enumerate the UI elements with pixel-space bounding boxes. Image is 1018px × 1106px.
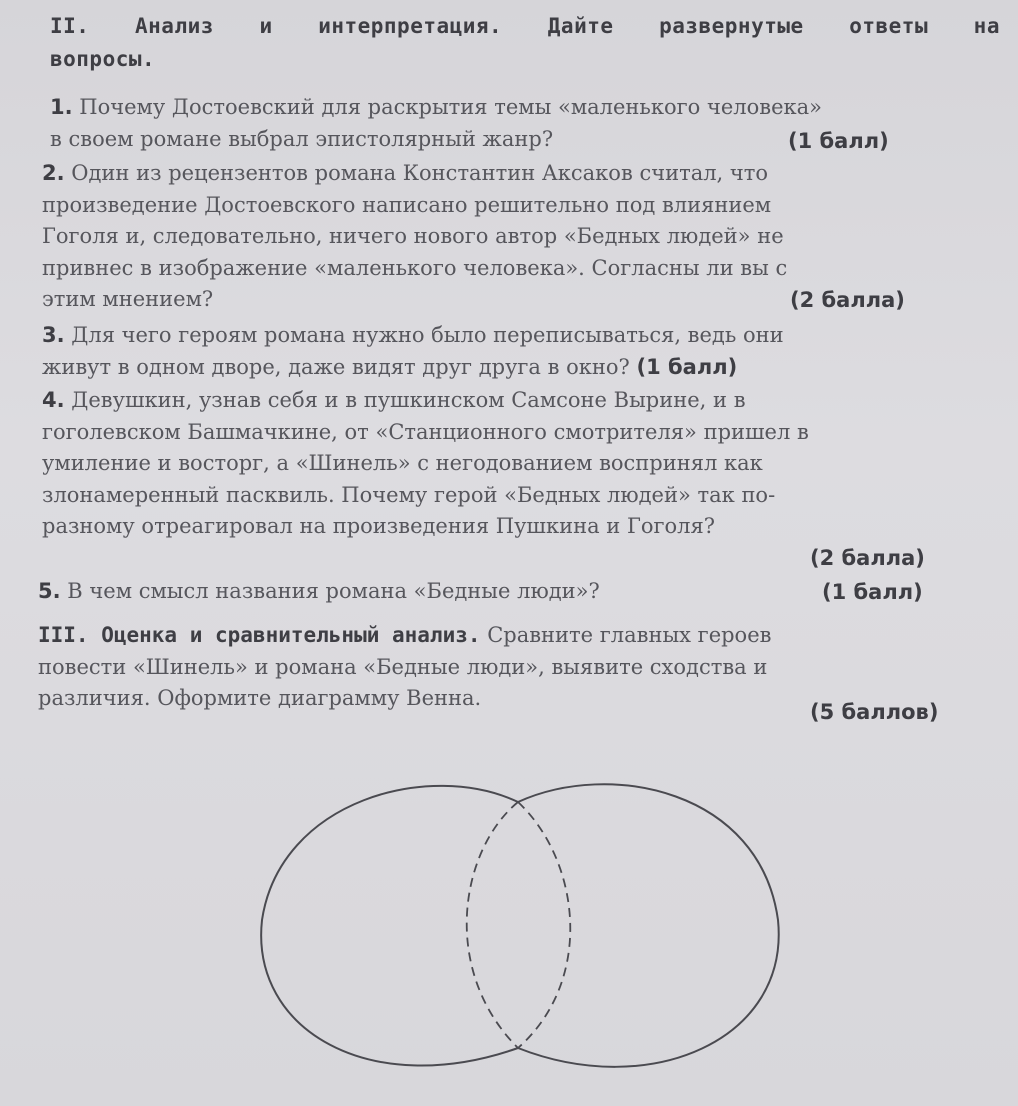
question-3-line2 (42, 352, 997, 384)
question-4-text-line4: злонамеренный пасквиль. Почему герой «Бедных людей» так по- (42, 482, 776, 507)
section-2-heading (50, 10, 1000, 76)
venn-overlap-right-arc (518, 802, 570, 1048)
section-2-heading-line1: II. Анализ и интерпретация. Дайте развернутые ответы на (50, 14, 1000, 38)
question-4 (42, 385, 997, 543)
section-2-heading-line2: вопросы. (50, 47, 156, 71)
question-4-points: (2 балла) (810, 546, 925, 570)
section-3-points: (5 баллов) (810, 700, 939, 724)
question-1-number: 1. (50, 95, 73, 119)
question-5-points: (1 балл) (822, 580, 923, 604)
question-4-text-line5: разному отреагировал на произведения Пушкина и Гоголя? (42, 514, 715, 538)
venn-right-circle[interactable] (518, 784, 779, 1067)
question-2-text-line2: произведение Достоевского написано решительно под влиянием (42, 192, 772, 217)
question-3-number: 3. (42, 323, 65, 347)
section-3-text-line3: различия. Оформите диаграмму Венна. (38, 686, 482, 710)
question-5-number: 5. (38, 579, 61, 603)
question-2-text-line3: Гоголя и, следовательно, ничего нового автор «Бедных людей» не (42, 224, 784, 248)
question-2-text-line4: привнес в изображение «маленького человека». Согласны ли вы с (42, 255, 788, 280)
section-3-text-line1: Сравните главных героев (487, 623, 772, 647)
question-2-line1 (42, 158, 997, 190)
question-2-points: (2 балла) (790, 288, 905, 312)
question-4-line1 (42, 385, 997, 417)
question-3 (42, 320, 997, 383)
question-3-line1 (42, 320, 997, 352)
question-2-text-line1: Один из рецензентов романа Константин Аксаков считал, что (71, 161, 769, 185)
question-4-text-line1: Девушкин, узнав себя и в пушкинском Самсоне Вырине, и в (71, 388, 746, 412)
question-1-text-line2: в своем романе выбрал эпистолярный жанр? (50, 126, 554, 151)
section-3-heading: III. Оценка и сравнительный анализ. (38, 623, 481, 647)
venn-diagram[interactable] (250, 780, 790, 1090)
question-5-text: В чем смысл названия романа «Бедные люди»? (67, 579, 600, 603)
question-4-text-line3: умиление и восторг, а «Шинель» с негодованием воспринял как (42, 451, 763, 475)
question-1-text-line1: Почему Достоевский для раскрытия темы «маленького человека» (79, 95, 822, 119)
question-2-text-line5: этим мнением? (42, 287, 214, 311)
question-3-text-line2: живут в одном дворе, даже видят друг друга в окно? (42, 354, 630, 379)
question-1-points: (1 балл) (788, 129, 889, 153)
section-3-line1 (38, 620, 1003, 652)
question-3-points: (1 балл) (636, 354, 738, 379)
section-3-text-line2: повести «Шинель» и романа «Бедные люди», выявите сходства и (38, 654, 768, 679)
question-4-text-line2: гоголевском Башмачкине, от «Станционного смотрителя» пришел в (42, 419, 809, 444)
question-1-line1 (50, 92, 995, 124)
question-2-number: 2. (42, 161, 65, 185)
question-4-number: 4. (42, 388, 65, 412)
venn-overlap-left-arc (467, 802, 518, 1048)
question-3-text-line1: Для чего героям романа нужно было переписываться, ведь они (71, 323, 784, 347)
venn-left-circle[interactable] (261, 786, 518, 1066)
